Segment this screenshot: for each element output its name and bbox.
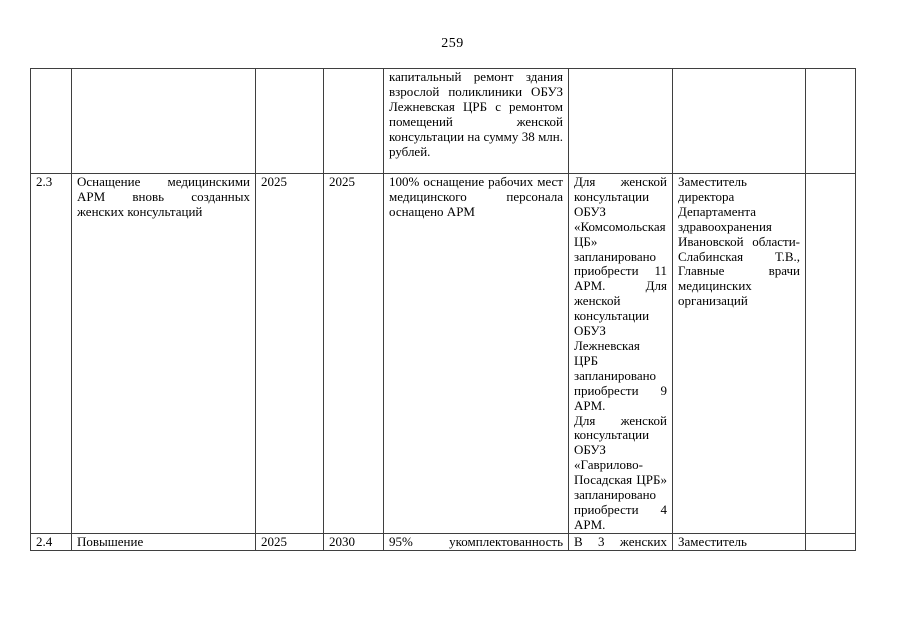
cell-details [569,69,673,174]
cell-responsible: Заместитель директора Департамента здравоохранения Ивановской области- Слабинская Т.В., Главные врачи медицинских организаций [673,174,806,534]
cell-year-end [324,69,384,174]
cell-number: 2.3 [31,174,72,534]
table-row-continuation [31,69,856,174]
cell-responsible: Заместитель [673,533,806,550]
table-row-2-3 [31,174,856,534]
cell-task: Повышение [72,533,256,550]
details-paragraph-2: Для женской консультации ОБУЗ «Гаврилово-Посадская ЦРБ» запланировано приобрести 4 АРМ. [574,412,667,532]
cell-note [806,69,856,174]
cell-note [806,533,856,550]
details-paragraph-1: Для женской консультации ОБУЗ «Комсомольская ЦБ» запланировано приобрести 11 АРМ. Для женской консультации ОБУЗ Лежневская ЦРБ запланировано приобрести 9 АРМ. [574,174,667,413]
cell-details: В 3 женских [569,533,673,550]
cell-result: капитальный ремонт здания взрослой поликлиники ОБУЗ Лежневская ЦРБ с ремонтом помещений женской консультации на сумму 38 млн. рублей. [384,69,569,174]
cell-task [72,69,256,174]
cell-responsible [673,69,806,174]
cell-number: 2.4 [31,533,72,550]
cell-task: Оснащение медицинскими АРМ вновь созданных женских консультаций [72,174,256,534]
cell-number [31,69,72,174]
cell-year-start [256,69,324,174]
cell-result: 100% оснащение рабочих мест медицинского персонала оснащено АРМ [384,174,569,534]
table-row-2-4 [31,533,856,550]
cell-year-start: 2025 [256,533,324,550]
cell-details [569,174,673,534]
program-measures-table [30,68,856,551]
cell-year-start: 2025 [256,174,324,534]
cell-year-end: 2025 [324,174,384,534]
page-number: 259 [441,36,464,51]
cell-note [806,174,856,534]
cell-year-end: 2030 [324,533,384,550]
cell-result: 95% укомплектованность [384,533,569,550]
